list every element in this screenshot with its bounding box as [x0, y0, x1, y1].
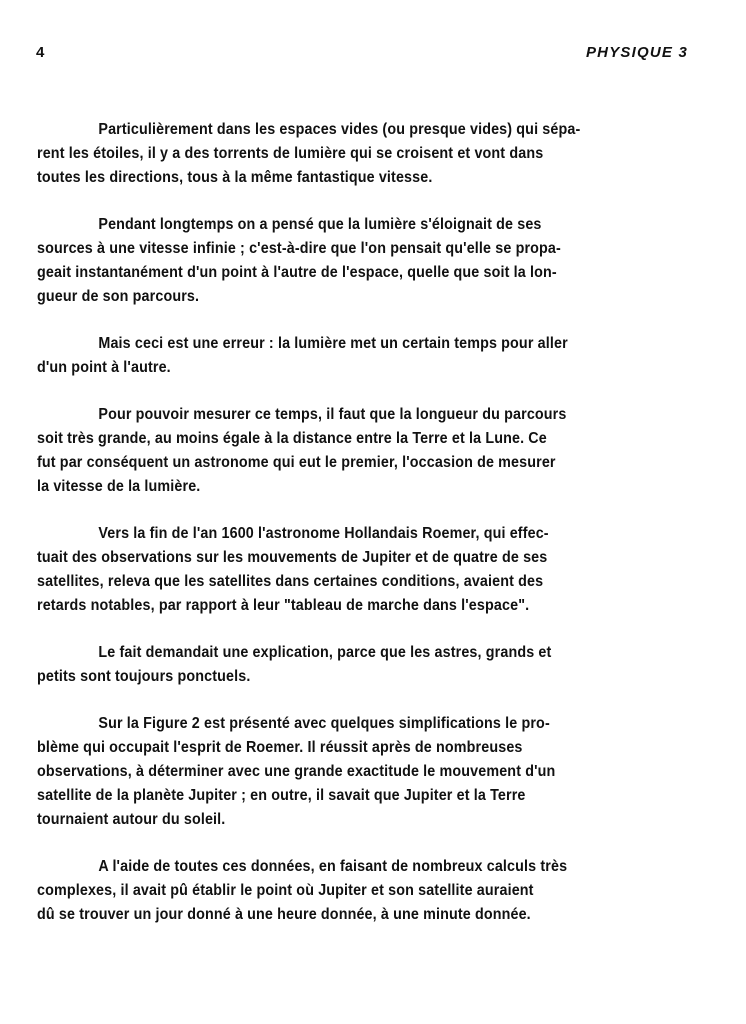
paragraph [37, 213, 691, 309]
text-line: blème qui occupait l'esprit de Roemer. Il réussit après de nombreuses [37, 739, 523, 756]
text-line: petits sont toujours ponctuels. [37, 668, 251, 685]
paragraph [37, 118, 691, 190]
text-line: Le fait demandait une explication, parce que les astres, grands et [98, 644, 552, 661]
text-line: A l'aide de toutes ces données, en faisant de nombreux calculs très [98, 858, 568, 875]
text-line: Pendant longtemps on a pensé que la lumière s'éloignait de ses [98, 216, 542, 233]
text-line: soit très grande, au moins égale à la distance entre la Terre et la Lune. Ce [37, 430, 547, 447]
text-line: Mais ceci est une erreur : la lumière met un certain temps pour aller [98, 335, 568, 352]
text-line: observations, à déterminer avec une grande exactitude le mouvement d'un [37, 763, 556, 780]
page-header [36, 40, 688, 64]
text-line: Vers la fin de l'an 1600 l'astronome Hollandais Roemer, qui effec- [98, 525, 549, 542]
paragraph [37, 332, 691, 380]
text-line: la vitesse de la lumière. [37, 478, 201, 495]
text-line: sources à une vitesse infinie ; c'est-à-dire que l'on pensait qu'elle se propa- [37, 240, 561, 257]
text-line: fut par conséquent un astronome qui eut le premier, l'occasion de mesurer [37, 454, 556, 471]
text-line: rent les étoiles, il y a des torrents de lumière qui se croisent et vont dans [37, 145, 544, 162]
text-line: toutes les directions, tous à la même fantastique vitesse. [37, 169, 433, 186]
text-line: satellite de la planète Jupiter ; en outre, il savait que Jupiter et la Terre [37, 787, 526, 804]
text-line: Pour pouvoir mesurer ce temps, il faut que la longueur du parcours [98, 406, 567, 423]
text-line: Sur la Figure 2 est présenté avec quelques simplifications le pro- [98, 715, 550, 732]
text-line: satellites, releva que les satellites dans certaines conditions, avaient des [37, 573, 544, 590]
running-title: PHYSIQUE 3 [585, 43, 688, 61]
text-line: gueur de son parcours. [37, 288, 200, 305]
paragraph [37, 522, 691, 618]
text-line: Particulièrement dans les espaces vides (ou presque vides) qui sépa- [98, 121, 581, 138]
text-line: tournaient autour du soleil. [37, 811, 226, 828]
paragraph [37, 712, 691, 832]
text-line: d'un point à l'autre. [37, 359, 171, 376]
page-number: 4 [36, 43, 45, 61]
text-line: geait instantanément d'un point à l'autre de l'espace, quelle que soit la lon- [37, 264, 557, 281]
text-line: complexes, il avait pû établir le point où Jupiter et son satellite auraient [37, 882, 534, 899]
text-line: retards notables, par rapport à leur "tableau de marche dans l'espace". [37, 597, 530, 614]
text-line: tuait des observations sur les mouvements de Jupiter et de quatre de ses [37, 549, 548, 566]
paragraph [37, 403, 691, 499]
paragraph [37, 641, 691, 689]
paragraph [37, 855, 691, 927]
text-line: dû se trouver un jour donné à une heure donnée, à une minute donnée. [37, 906, 531, 923]
body-text [37, 118, 691, 950]
